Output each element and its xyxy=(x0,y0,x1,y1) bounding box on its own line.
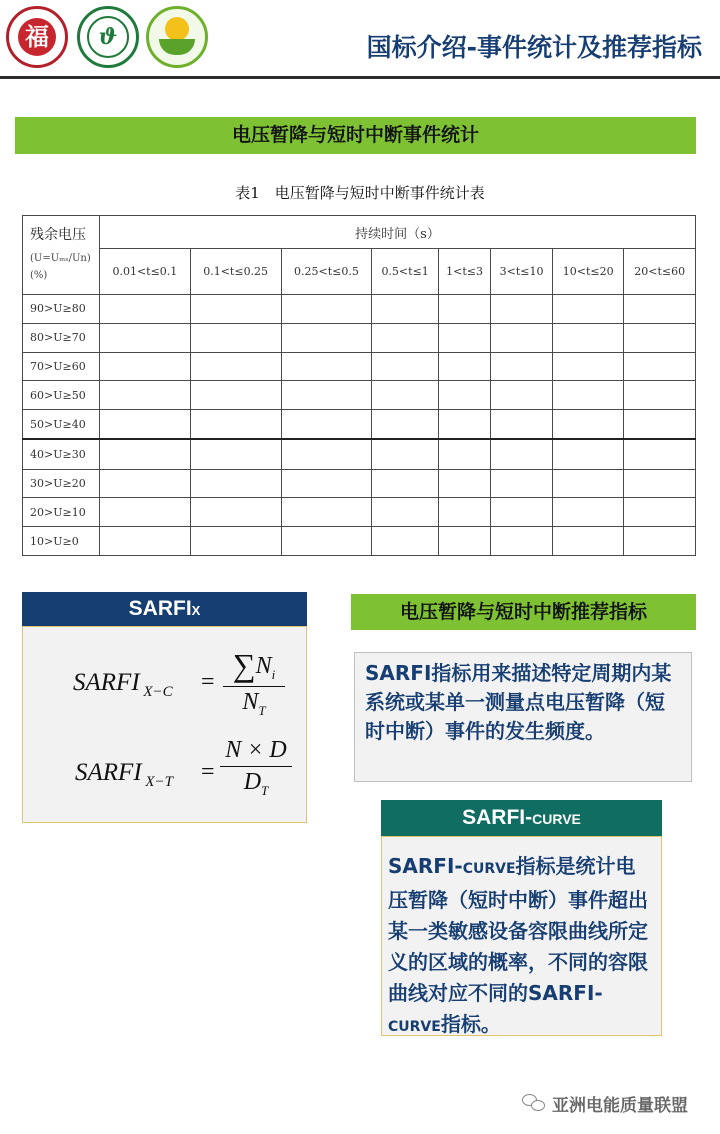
table-cell xyxy=(552,469,623,498)
table-cell xyxy=(190,323,281,352)
table-cell xyxy=(100,498,191,527)
table-cell xyxy=(100,381,191,410)
table-cell xyxy=(190,352,281,381)
table-cell xyxy=(552,352,623,381)
table-row xyxy=(23,323,696,352)
table-cell xyxy=(552,498,623,527)
table-cell xyxy=(372,352,439,381)
table-cell xyxy=(372,439,439,469)
duration-column-header: 1<t≤3 xyxy=(438,249,490,295)
table-cell xyxy=(372,527,439,556)
table-cell xyxy=(624,527,696,556)
table-cell xyxy=(491,469,553,498)
table-cell xyxy=(624,295,696,324)
table-cell xyxy=(372,323,439,352)
table-cell xyxy=(624,352,696,381)
row-header-formula: (U=Uₘₛ/Un) xyxy=(30,253,91,264)
table-cell xyxy=(491,410,553,440)
sun-icon xyxy=(165,17,189,41)
wechat-watermark xyxy=(522,1090,688,1116)
table-cell xyxy=(372,381,439,410)
table-cell xyxy=(281,469,372,498)
voltage-level-cell: 30>U≥20 xyxy=(23,469,100,498)
duration-column-header: 3<t≤10 xyxy=(491,249,553,295)
formula2-numerator: N × D xyxy=(220,737,292,767)
wechat-icon xyxy=(522,1094,546,1112)
duration-column-header: 0.01<t≤0.1 xyxy=(100,249,191,295)
association-logo-emblem: ϑ xyxy=(87,16,129,58)
row-header-unit: (%) xyxy=(30,270,48,281)
university-logo xyxy=(6,6,68,68)
formula2-equals: = xyxy=(201,759,215,785)
table-cell xyxy=(190,295,281,324)
sarfix-title: SARFI xyxy=(128,597,192,620)
formula1-numerator: $\sum N_i$ xyxy=(223,647,285,687)
sarfix-header xyxy=(22,592,307,626)
table-row xyxy=(23,352,696,381)
table-cell xyxy=(552,323,623,352)
table-cell xyxy=(190,381,281,410)
table-cell xyxy=(552,410,623,440)
formula2-denominator: $D_T$ xyxy=(243,769,269,798)
table-cell xyxy=(624,498,696,527)
table-cell xyxy=(491,295,553,324)
voltage-level-cell: 60>U≥50 xyxy=(23,381,100,410)
formula2-fraction xyxy=(220,737,292,799)
table-cell xyxy=(438,439,490,469)
table-cell xyxy=(100,439,191,469)
table-cell xyxy=(438,410,490,440)
table-cell xyxy=(372,469,439,498)
table-row xyxy=(23,439,696,469)
table-cell xyxy=(438,295,490,324)
table-row xyxy=(23,469,696,498)
table-cell xyxy=(281,295,372,324)
recommendation-banner: 电压暂降与短时中断推荐指标 xyxy=(351,594,696,630)
voltage-level-cell: 10>U≥0 xyxy=(23,527,100,556)
table-cell xyxy=(372,295,439,324)
sarfix-formula-box xyxy=(22,626,307,823)
sarfi-curve-header: SARFI-CURVE xyxy=(381,800,662,836)
table-cell xyxy=(624,323,696,352)
formula1-denominator: $N_T$ xyxy=(242,689,266,718)
duration-column-header: 0.5<t≤1 xyxy=(372,249,439,295)
page-title: 国标介绍-事件统计及推荐指标 xyxy=(366,33,702,62)
table-cell xyxy=(372,410,439,440)
table-cell xyxy=(491,498,553,527)
column-header-row xyxy=(23,249,696,295)
duration-column-header: 0.25<t≤0.5 xyxy=(281,249,372,295)
table-cell xyxy=(281,439,372,469)
university-logo-emblem: 福 xyxy=(18,18,56,56)
formula1-lhs: SARFI $_{X-C}$ xyxy=(73,669,173,700)
table-row xyxy=(23,295,696,324)
table-cell xyxy=(190,527,281,556)
table-cell xyxy=(552,381,623,410)
table-row xyxy=(23,381,696,410)
formula2-lhs: SARFI $_{X-T}$ xyxy=(75,759,174,790)
table-cell xyxy=(190,410,281,440)
statistics-table xyxy=(22,215,696,556)
duration-column-header: 0.1<t≤0.25 xyxy=(190,249,281,295)
table-cell xyxy=(438,498,490,527)
table-cell xyxy=(438,352,490,381)
table-cell xyxy=(491,323,553,352)
leaf-icon xyxy=(159,39,195,55)
table-cell xyxy=(438,381,490,410)
voltage-level-cell: 50>U≥40 xyxy=(23,410,100,440)
table-cell xyxy=(281,498,372,527)
voltage-level-cell: 80>U≥70 xyxy=(23,323,100,352)
table-cell xyxy=(100,295,191,324)
table-body xyxy=(23,295,696,556)
table-cell xyxy=(624,469,696,498)
table-row xyxy=(23,410,696,440)
voltage-level-cell: 40>U≥30 xyxy=(23,439,100,469)
statistics-banner: 电压暂降与短时中断事件统计 xyxy=(15,117,696,154)
table-cell xyxy=(281,352,372,381)
table-cell xyxy=(281,410,372,440)
formula1-fraction xyxy=(223,647,285,719)
formula1-equals: = xyxy=(201,669,215,695)
table-cell xyxy=(100,410,191,440)
duration-column-header: 20<t≤60 xyxy=(624,249,696,295)
table-cell xyxy=(491,381,553,410)
voltage-level-cell: 20>U≥10 xyxy=(23,498,100,527)
sarfi-curve-text: SARFI-CURVE指标是统计电压暂降（短时中断）事件超出某一类敏感设备容限曲线所定义的区域的概率，不同的容限曲线对应不同的SARFI-CURVE指标。 xyxy=(381,836,662,1036)
recommendation-text: SARFI指标用来描述特定周期内某系统或某单一测量点电压暂降（短时中断）事件的发生频度。 xyxy=(354,652,692,782)
duration-header: 持续时间（s） xyxy=(100,216,696,249)
duration-column-header: 10<t≤20 xyxy=(552,249,623,295)
table-cell xyxy=(190,498,281,527)
sarfix-title-sub: X xyxy=(191,603,201,618)
table-cell xyxy=(190,469,281,498)
table-cell xyxy=(491,439,553,469)
table-cell xyxy=(552,295,623,324)
table-cell xyxy=(552,527,623,556)
table-cell xyxy=(190,439,281,469)
table-cell xyxy=(624,410,696,440)
table-row xyxy=(23,527,696,556)
row-header-cell xyxy=(23,216,100,295)
table-cell xyxy=(491,527,553,556)
table-row xyxy=(23,498,696,527)
header-divider xyxy=(0,76,720,79)
table-cell xyxy=(100,323,191,352)
table-cell xyxy=(281,381,372,410)
table-cell xyxy=(624,439,696,469)
voltage-level-cell: 90>U≥80 xyxy=(23,295,100,324)
table-cell xyxy=(281,323,372,352)
table-cell xyxy=(438,527,490,556)
table-cell xyxy=(438,469,490,498)
voltage-level-cell: 70>U≥60 xyxy=(23,352,100,381)
energy-logo xyxy=(146,6,208,68)
table-cell xyxy=(372,498,439,527)
table-cell xyxy=(100,527,191,556)
watermark-text: 亚洲电能质量联盟 xyxy=(552,1095,688,1116)
table-cell xyxy=(491,352,553,381)
table-cell xyxy=(281,527,372,556)
row-header-title: 残余电压 xyxy=(30,227,86,243)
table-cell xyxy=(624,381,696,410)
table-cell xyxy=(100,352,191,381)
table-cell xyxy=(100,469,191,498)
header xyxy=(0,0,720,80)
association-logo xyxy=(77,6,139,68)
table-cell xyxy=(552,439,623,469)
table-cell xyxy=(438,323,490,352)
table-caption: 表1 电压暂降与短时中断事件统计表 xyxy=(235,184,485,202)
